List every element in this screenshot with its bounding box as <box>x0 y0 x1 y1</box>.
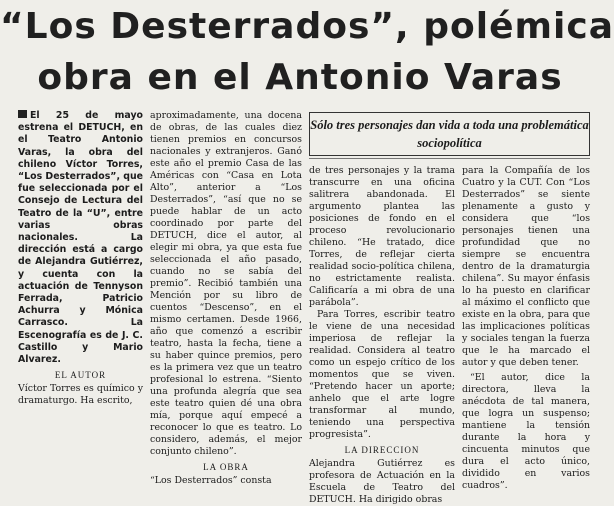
headline-line-2: obra en el Antonio Varas <box>37 57 563 98</box>
obra-paragraph: “Los Desterrados” consta <box>150 475 272 486</box>
column-4-paragraph-2: “El autor, dice la directora, lleva la anécdota de tal manera, que logra un suspenso; mantiene la tensión durante la hora y cincuenta minutos que dura el acto único, dividido en varios cuadros”. <box>462 372 590 491</box>
column-3-paragraph-2: Para Torres, escribir teatro le viene de una necesidad imperiosa de reflejar la realidad. Considera al teatro como un espejo crítico de los momentos que se viven. “Pretendo hacer un aporte; anhelo que el arte logre transformar al mundo, teniendo una perspectiva progresista”. <box>309 309 455 440</box>
pull-quote-text: Sólo tres personajes dan vida a toda una problemática sociopolítica <box>310 118 589 150</box>
column-4-paragraph-1: para la Compañía de los Cuatro y la CUT. Con “Los Desterrados” se siente plenamente a gusto y considera que “los personajes tienen una profundidad que no siempre se encuentra dentro de la dramaturgia chilena”. Su mayor énfasis lo ha puesto en clarificar al máximo el conflicto que existe en la obra, para que las implicaciones políticas y sociales tengan la fuerza que le ha marcado el autor y que deben tener. <box>462 165 590 368</box>
subhead-el-autor: EL AUTOR <box>54 370 107 381</box>
column-2 <box>150 110 302 486</box>
headline-line-1: “Los Desterrados”, polémica <box>0 6 614 47</box>
subhead-la-obra: LA OBRA <box>203 462 249 472</box>
column-4 <box>462 165 590 491</box>
direccion-paragraph: Alejandra Gutiérrez es profesora de Actuación en la Escuela de Teatro del DETUCH. Ha dirigido obras <box>309 458 455 505</box>
pull-quote-box <box>309 112 590 156</box>
lede-text: El 25 de mayo estrena el DETUCH, en el Teatro Antonio Varas, la obra del chileno Víctor Torres, “Los Desterrados”, que fue seleccionada por el Consejo de Lectura del Teatro de la “U”, entre varias obras nacionales. La dirección está a cargo de Alejandra Gutiérrez, y cuenta con la actuación de Tennyson Ferrada, Patricio Achurra y Mónica Carrasco. La Escenografía es de J. C. Castillo y Mario Alvarez. <box>18 110 144 366</box>
square-bullet-icon <box>18 110 27 118</box>
lede-paragraph <box>18 110 143 366</box>
column-2-paragraph: aproximadamente, una docena de obras, de las cuales diez tienen premios en concursos nacionales y extranjeros. Ganó este año el premio Casa de las Américas con “Casa en Lota Alto”, anterior a “Los Desterrados”, “así que no se puede hablar de un acto coordinado por parte del DETUCH, dice el autor, al elegir mi obra, ya que esta fue seleccionada el año pasado, cuando no se sabía del premio”. Recibió también una Mención por su libro de cuentos “Descenso”, en el mismo certamen. Desde 1966, año que comenzó a escribir teatro, hasta la fecha, tiene a su haber quince premios, pero es la primera vez que un teatro profesional lo estrena. “Siento una profunda alegría que sea este teatro quien dé una obra mía, porque aquí empecé a reconocer lo que es teatro. Lo considero, además, el mejor conjunto chileno”. <box>150 110 302 457</box>
column-1 <box>18 110 143 420</box>
divider-rule <box>309 158 590 159</box>
subhead-la-direccion: LA DIRECCION <box>344 445 420 455</box>
column-3-paragraph-1: de tres personajes y la trama transcurre en una oficina salitrera abandonada. El argumento plantea las posiciones de fondo en el proceso revolucionario chileno. “He tratado, dice Torres, de reflejar cierta realidad socio-política chilena, no estrictamente realista. Calificaría a mi obra de una parábola”. <box>309 165 455 308</box>
column-3 <box>309 165 455 505</box>
autor-paragraph: Víctor Torres es químico y dramaturgo. Ha escrito, <box>18 383 143 407</box>
